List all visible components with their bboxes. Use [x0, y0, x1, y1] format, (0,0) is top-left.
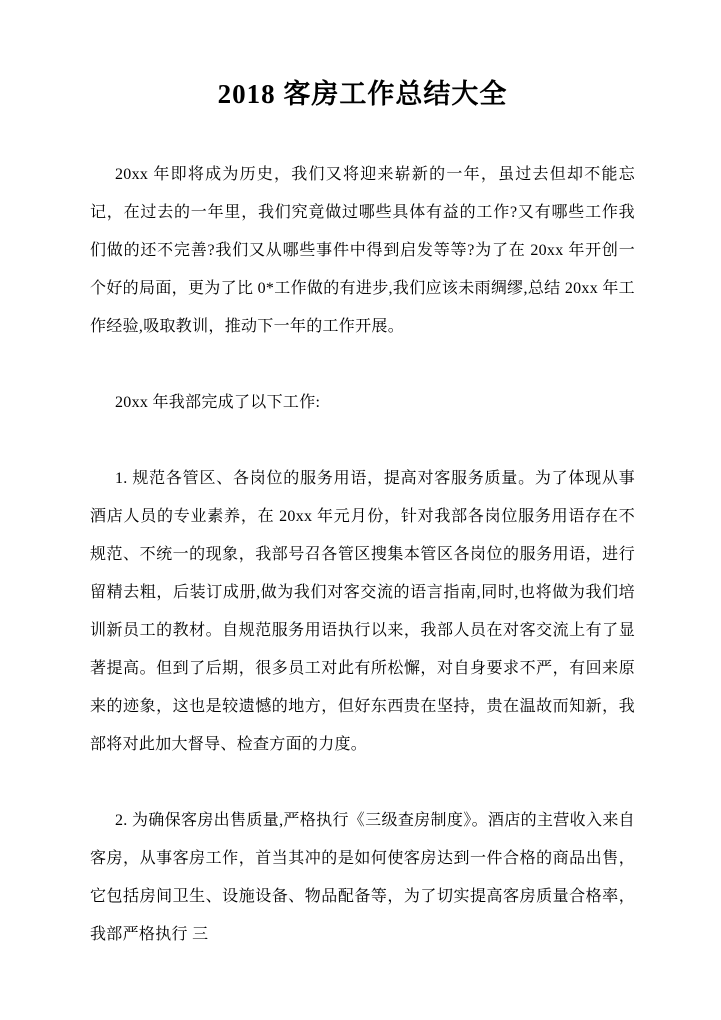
paragraph-intro: 20xx 年即将成为历史，我们又将迎来崭新的一年，虽过去但却不能忘记，在过去的一年里，我们究竟做过哪些具体有益的工作?又有哪些工作我们做的还不完善?我们又从哪些事件中得到启发等等?为了在 20xx 年开创一个好的局面，更为了比 0*工作做的有进步,我们应该未雨绸缪,总结 20xx 年工作经验,吸取教训，推动下一年的工作开展。	[90, 166, 635, 335]
paragraph-item-2: 2. 为确保客房出售质量,严格执行《三级查房制度》。酒店的主营收入来自客房，从事客房工作，首当其冲的是如何使客房达到一件合格的商品出售，它包括房间卫生、设施设备、物品配备等，为了切实提高客房质量合格率，我部严格执行 三	[90, 812, 635, 943]
paragraph-lead-in: 20xx 年我部完成了以下工作:	[115, 394, 321, 411]
document-title: 2018 客房工作总结大全	[217, 79, 508, 109]
paragraph-item-1: 1. 规范各管区、各岗位的服务用语，提高对客服务质量。为了体现从事酒店人员的专业素养，在 20xx 年元月份，针对我部各岗位服务用语存在不规范、不统一的现象，我部号召各管区搜集本管区各岗位的服务用语，进行留精去粗，后装订成册,做为我们对客交流的语言指南,同时,也将做为我们培训新员工的教材。自规范服务用语执行以来，我部人员在对客交流上有了显著提高。但到了后期，很多员工对此有所松懈，对自身要求不严，有回来原来的迹象，这也是较遗憾的地方，但好东西贵在坚持，贵在温故而知新，我部将对此加大督导、检查方面的力度。	[90, 470, 635, 753]
